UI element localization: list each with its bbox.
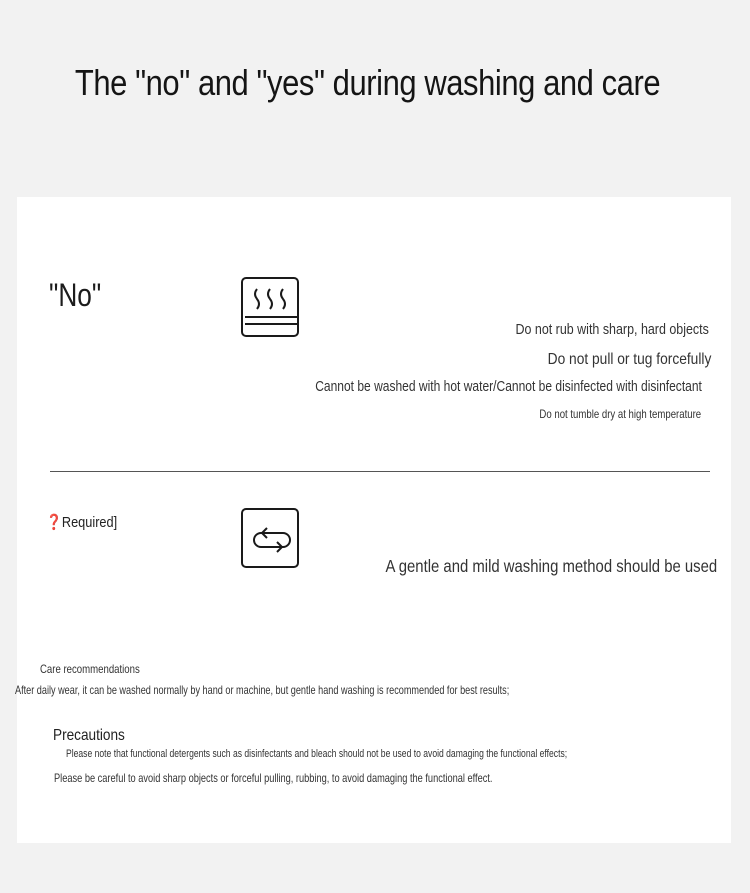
no-item-hot-water: Cannot be washed with hot water/Cannot be disinfected with disinfectant — [315, 379, 702, 395]
care-text: After daily wear, it can be washed normally by hand or machine, but gentle hand washing is recommended for best results; — [15, 683, 510, 697]
section-divider — [50, 471, 710, 472]
precautions-label: Precautions — [53, 727, 125, 744]
precautions-line-2: Please be careful to avoid sharp objects or forceful pulling, rubbing, to avoid damaging the functional effect. — [54, 771, 493, 785]
no-item-rub: Do not rub with sharp, hard objects — [515, 322, 709, 338]
page-title: The "no" and "yes" during washing and care — [74, 62, 661, 103]
hot-surface-icon — [241, 277, 299, 337]
no-item-tumble-dry: Do not tumble dry at high temperature — [539, 407, 701, 421]
gentle-wash-icon — [241, 508, 299, 568]
no-heading: "No" — [49, 277, 102, 313]
no-item-pull: Do not pull or tug forcefully — [547, 351, 711, 368]
care-card — [17, 197, 731, 843]
care-label: Care recommendations — [40, 662, 140, 676]
yes-item-gentle-wash: A gentle and mild washing method should be used — [385, 556, 717, 576]
required-heading: ❓Required] — [46, 514, 118, 531]
precautions-line-1: Please note that functional detergents such as disinfectants and bleach should not be used to avoid damaging the functional effects; — [66, 748, 568, 760]
